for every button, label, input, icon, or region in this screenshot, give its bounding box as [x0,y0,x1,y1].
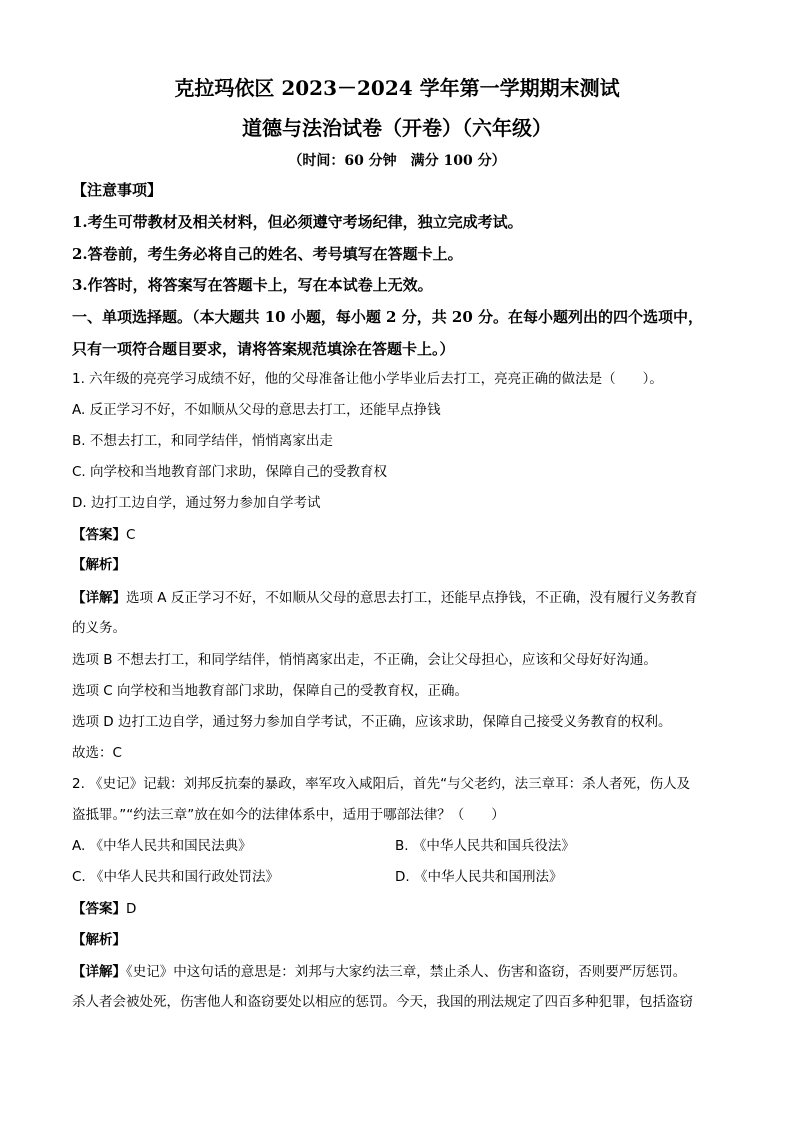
q1-detail-line2: 的义务。 [72,620,126,636]
q2-stem-line1: 2. 《史记》记载：刘邦反抗秦的暴政，率军攻入咸阳后，首先“与父老约，法三章耳：杀人者死，伤人及 [72,776,691,792]
q1-detail-tag: 【详解】 [72,590,126,606]
exam-subtitle: 道德与法治试卷（开卷）（六年级） [242,116,552,140]
q1-answer-value: C [126,527,136,543]
exam-time-info: （时间：60 分钟 满分 100 分） [288,153,506,169]
q2-option-b: B. 《中华人民共和国兵役法》 [395,838,575,854]
q2-option-c: C. 《中华人民共和国行政处罚法》 [72,869,280,885]
q2-detail-line2: 杀人者会被处死，伤害他人和盗窃要处以相应的惩罚。今天，我国的刑法规定了四百多种犯罪，包括盗窃 [72,994,693,1010]
q1-answer-tag: 【答案】 [72,527,126,543]
q1-conclusion: 故选：C [72,745,122,761]
q2-detail-line1 [72,961,686,982]
q1-option-a: A. 反正学习不好，不如顺从父母的意思去打工，还能早点挣钱 [72,402,441,418]
q1-detail-line4: 选项 C 向学校和当地教育部门求助，保障自己的受教育权，正确。 [72,683,469,699]
q2-option-d: D. 《中华人民共和国刑法》 [395,869,563,885]
q1-option-b: B. 不想去打工，和同学结伴，悄悄离家出走 [72,433,333,449]
q1-stem: 1. 六年级的亮亮学习成绩不好，他的父母准备让他小学毕业后去打工，亮亮正确的做法是（ ）。 [72,371,663,387]
q1-detail-text: 选项 A 反正学习不好，不如顺从父母的意思去打工，还能早点挣钱，不正确，没有履行义务教育 [126,590,698,606]
q1-detail-line5: 选项 D 边打工边自学，通过努力参加自学考试，不正确，应该求助，保障自己接受义务教育的权利。 [72,714,672,730]
notes-item-2: 2.答卷前，考生务必将自己的姓名、考号填写在答题卡上。 [72,245,463,263]
section1-heading-line1: 一、单项选择题。（本大题共 10 小题，每小题 2 分，共 20 分。在每小题列出的四个选项中， [72,308,704,326]
q2-detail-text: 《史记》中这句话的意思是：刘邦与大家约法三章，禁止杀人、伤害和盗窃，否则要严厉惩罚。 [126,964,687,980]
q1-detail-line3: 选项 B 不想去打工，和同学结伴，悄悄离家出走，不正确，会让父母担心，应该和父母好好沟通。 [72,652,657,668]
q1-analysis-tag: 【解析】 [72,557,126,573]
q2-answer-tag: 【答案】 [72,901,126,917]
q2-answer-value: D [126,901,137,917]
q1-answer [72,524,135,545]
section1-heading-line2: 只有一项符合题目要求，请将答案规范填涂在答题卡上。） [72,340,455,358]
notes-item-1: 1.考生可带教材及相关材料，但必须遵守考场纪律，独立完成考试。 [72,213,523,231]
q1-detail-line1 [72,587,697,608]
q2-analysis-tag: 【解析】 [72,932,126,948]
q2-option-a: A. 《中华人民共和国民法典》 [72,838,252,854]
exam-title: 克拉玛依区 2023－2024 学年第一学期期末测试 [174,76,620,100]
notes-heading: 【注意事项】 [72,181,163,199]
q2-detail-tag: 【详解】 [72,964,126,980]
q2-stem-line2: 盗抵罪。”“约法三章”放在如今的法律体系中，适用于哪部法律？（ ） [72,807,505,823]
q2-answer [72,898,136,919]
q1-option-c: C. 向学校和当地教育部门求助，保障自己的受教育权 [72,464,388,480]
q1-option-d: D. 边打工边自学，通过努力参加自学考试 [72,495,321,511]
notes-item-3: 3.作答时，将答案写在答题卡上，写在本试卷上无效。 [72,276,433,294]
